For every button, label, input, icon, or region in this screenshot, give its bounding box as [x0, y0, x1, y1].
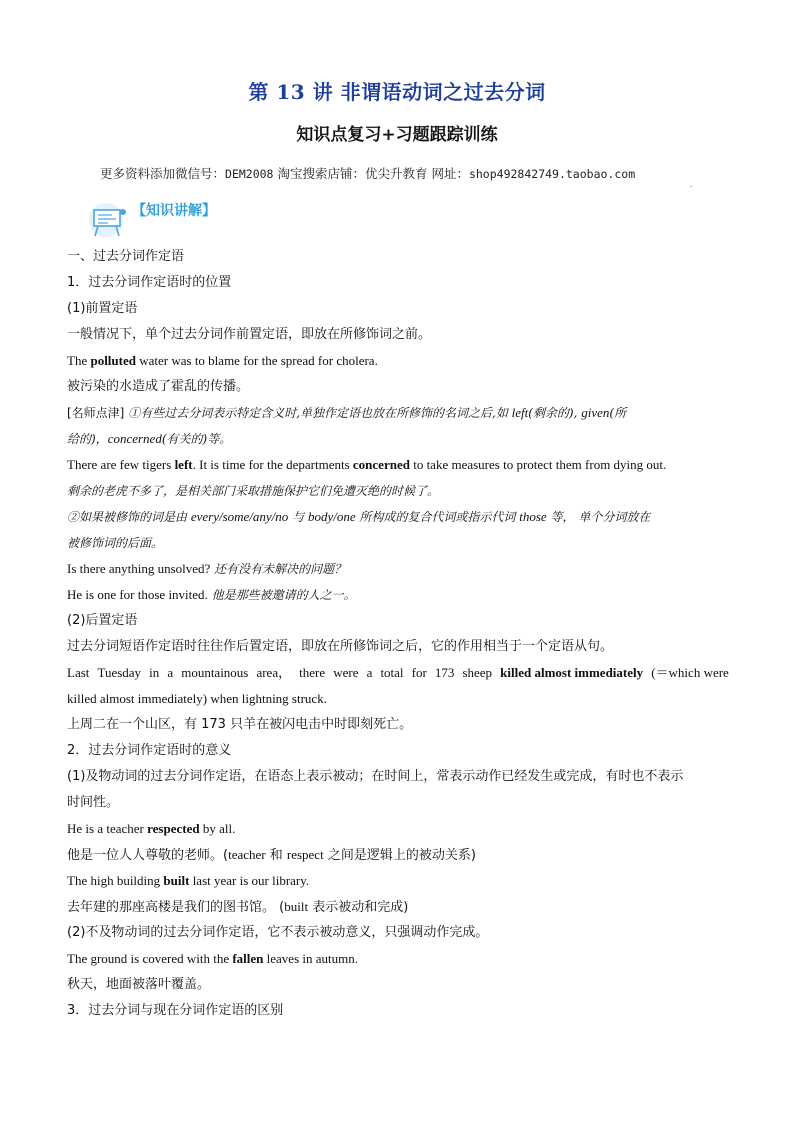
trailing-dot: . — [690, 180, 693, 189]
example-translation: 被污染的水造成了霍乱的传播。 — [67, 379, 250, 394]
example-translation: 剩余的老虎不多了，是相关部门采取措施保护它们免遭灭绝的时候了。 — [67, 484, 440, 498]
example-sentence: The ground is covered with the fallen leaves in autumn. — [67, 951, 358, 966]
example-sentence: There are few tigers left. It is time for the departments concerned to take measures to protect them from dying out. — [67, 457, 667, 472]
paragraph-continued: 时间性。 — [67, 795, 120, 810]
shop-label: 淘宝搜索店铺：优尖升教育 网址： — [277, 166, 469, 181]
example-sentence: He is one for those invited. 他是那些被邀请的人之一。 — [67, 587, 356, 602]
paragraph: (2)不及物动词的过去分词作定语，它不表示被动意义，只强调动作完成。 — [67, 925, 489, 940]
shop-url[interactable]: shop492842749.taobao.com — [468, 167, 636, 181]
heading-position: 1．过去分词作定语时的位置 — [67, 275, 232, 290]
example-sentence-justified: Last Tuesday in a mountainous area， there were a total for 173 sheep killed almost immediately (＝which were — [67, 665, 729, 680]
example-translation: 去年建的那座高楼是我们的图书馆。 (built 表示被动和完成) — [67, 899, 409, 915]
teacher-tip-2: ②如果被修饰的词是由 every/some/any/no 与 body/one 所构成的复合代词或指示代词 those 等， 单个分词放在 — [67, 509, 651, 524]
example-sentence-continued: killed almost immediately) when lightning struck. — [67, 691, 327, 706]
subheading-pre-attributive: (1)前置定语 — [67, 301, 138, 316]
info-prefix: 更多资料添加微信号： — [100, 166, 226, 181]
teacher-tip-continued: 给的)，concerned(有关的)等。 — [67, 431, 232, 446]
heading-difference: 3．过去分词与现在分词作定语的区别 — [67, 1003, 284, 1018]
heading-meaning: 2．过去分词作定语时的意义 — [67, 743, 232, 758]
paragraph: (1)及物动词的过去分词作定语，在语态上表示被动；在时间上，常表示动作已经发生或完成，有时也不表示 — [67, 769, 684, 784]
heading-participle-attributive: 一、过去分词作定语 — [67, 249, 185, 264]
teacher-tip: [名师点津] ①有些过去分词表示特定含义时,单独作定语也放在所修饰的名词之后,如 left(剩余的), given(所 — [67, 405, 627, 420]
subheading-post-attributive: (2)后置定语 — [67, 613, 138, 628]
resource-info-line — [100, 164, 635, 182]
example-translation: 秋天，地面被落叶覆盖。 — [67, 977, 211, 992]
page-title: 第 13 讲 非谓语动词之过去分词 — [248, 80, 546, 104]
teacher-tip-2-continued: 被修饰词的后面。 — [67, 536, 164, 550]
content-body — [67, 244, 729, 1024]
example-sentence: The high building built last year is our library. — [67, 873, 310, 888]
example-translation: 他是一位人人尊敬的老师。(teacher 和 respect 之间是逻辑上的被动关系) — [67, 847, 476, 863]
example-sentence: The polluted water was to blame for the spread for cholera. — [67, 353, 378, 368]
paragraph: 过去分词短语作定语时往往作后置定语，即放在所修饰词之后，它的作用相当于一个定语从句。 — [67, 639, 614, 654]
wechat-id: DEM2008 — [225, 167, 274, 181]
page-subtitle: 知识点复习+习题跟踪训练 — [296, 125, 498, 145]
lecture-board-icon — [86, 200, 130, 240]
paragraph: 一般情况下，单个过去分词作前置定语，即放在所修饰词之前。 — [67, 327, 432, 342]
example-sentence: He is a teacher respected by all. — [67, 821, 236, 836]
section-tag-knowledge: 【知识讲解】 — [132, 203, 216, 219]
example-translation: 上周二在一个山区，有 173 只羊在被闪电击中时即刻死亡。 — [67, 717, 413, 732]
example-sentence: Is there anything unsolved? 还有没有未解决的问题？ — [67, 561, 347, 576]
